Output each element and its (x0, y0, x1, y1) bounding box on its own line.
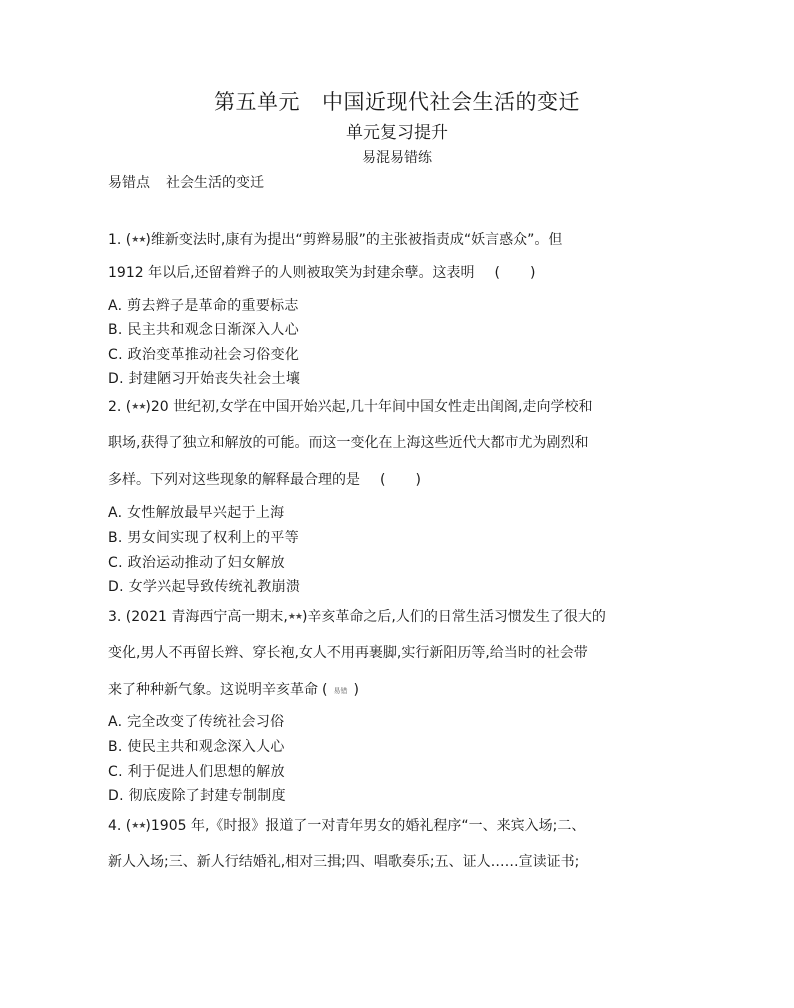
q3-option-c[interactable]: C. 利于促进人们思想的解放 (108, 764, 285, 780)
q2-option-c[interactable]: C. 政治运动推动了妇女解放 (108, 555, 285, 571)
unit-title: 中国近现代社会生活的变迁 (322, 90, 580, 114)
q3-option-a[interactable]: A. 完全改变了传统社会习俗 (108, 714, 285, 730)
error-prone-tag: 易错 (333, 687, 348, 695)
difficulty-stars-icon: ★★ (287, 612, 302, 622)
section-heading (108, 173, 264, 193)
q2-option-b[interactable]: B. 男女间实现了权利上的平等 (108, 530, 300, 546)
question-1-line-1: 1. (★★)维新变法时,康有为提出“剪辫易服”的主张被指责成“妖言惑众”。但 (108, 232, 563, 248)
answer-blank[interactable]: ( ) (494, 265, 536, 281)
section-title: 社会生活的变迁 (166, 175, 264, 191)
unit-number: 第五单元 (214, 90, 300, 114)
question-1-line-2: 1912 年以后,还留着辫子的人则被取笑为封建余孽。这表明 ( ) (108, 265, 536, 281)
q3-option-b[interactable]: B. 使民主共和观念深入人心 (108, 739, 285, 755)
question-3-line-3: 来了种种新气象。这说明辛亥革命 ( 易错 ) (108, 680, 359, 701)
q1-option-b[interactable]: B. 民主共和观念日渐深入人心 (108, 322, 300, 338)
difficulty-stars-icon: ★★ (131, 235, 146, 245)
difficulty-stars-icon: ★★ (131, 821, 146, 831)
q1-option-d[interactable]: D. 封建陋习开始丧失社会土壤 (108, 371, 301, 387)
exercise-type: 易混易错练 (362, 150, 432, 166)
q3-option-d[interactable]: D. 彻底废除了封建专制制度 (108, 788, 286, 804)
question-3-line-2: 变化,男人不再留长辫、穿长袍,女人不用再裹脚,实行新阳历等,给当时的社会带 (108, 645, 588, 661)
q2-option-d[interactable]: D. 女学兴起导致传统礼教崩溃 (108, 579, 301, 595)
difficulty-stars-icon: ★★ (131, 402, 146, 412)
question-3-line-1: 3. (2021 青海西宁高一期末,★★)辛亥革命之后,人们的日常生活习惯发生了很大的 (108, 609, 606, 625)
answer-blank[interactable]: ( 易错 ) (322, 682, 359, 698)
q2-option-a[interactable]: A. 女性解放最早兴起于上海 (108, 505, 285, 521)
question-4-line-1: 4. (★★)1905 年,《时报》报道了一对青年男女的婚礼程序“一、来宾入场;二、 (108, 818, 586, 834)
section-label: 易错点 (108, 175, 150, 191)
question-2-line-3: 多样。下列对这些现象的解释最合理的是 ( ) (108, 472, 421, 488)
answer-blank[interactable]: ( ) (380, 472, 421, 488)
question-4-line-2: 新人入场;三、新人行结婚礼,相对三揖;四、唱歌奏乐;五、证人……宣读证书; (108, 854, 580, 870)
page-title (0, 88, 794, 116)
q1-option-a[interactable]: A. 剪去辫子是革命的重要标志 (108, 298, 299, 314)
question-2-line-1: 2. (★★)20 世纪初,女学在中国开始兴起,几十年间中国女性走出闺阁,走向学校和 (108, 399, 593, 415)
q1-option-c[interactable]: C. 政治变革推动社会习俗变化 (108, 347, 300, 363)
page-subtitle: 单元复习提升 (346, 123, 448, 143)
question-2-line-2: 职场,获得了独立和解放的可能。而这一变化在上海这些近代大都市尤为剧烈和 (108, 435, 589, 451)
